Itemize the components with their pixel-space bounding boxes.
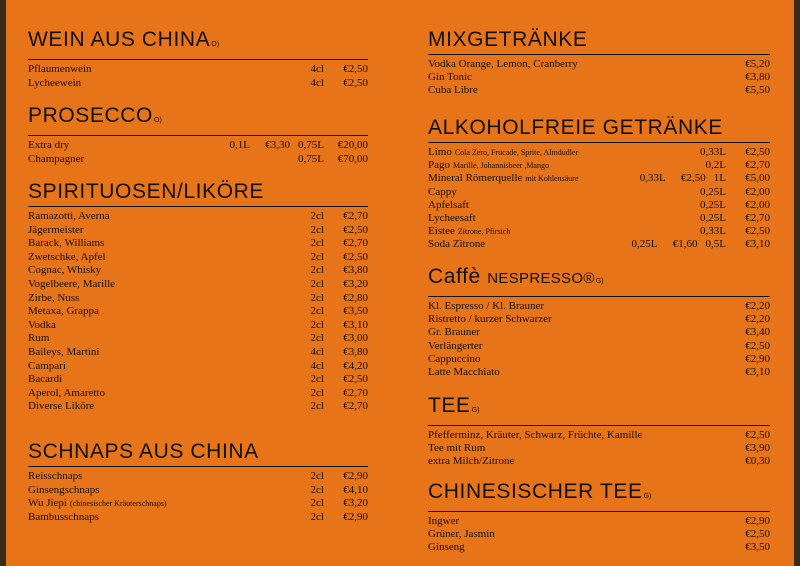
item-price: €3,40 <box>745 326 770 339</box>
allergen-code: G) <box>595 278 604 285</box>
item-price: €2,70 <box>343 210 368 222</box>
item-price: €2,50 <box>343 63 368 75</box>
item-amount: 2cl <box>310 237 324 250</box>
item-name-text: Pago <box>428 159 450 172</box>
section-divider <box>428 511 770 512</box>
item-price: €3,20 <box>343 277 368 290</box>
section-title-text: MIXGETRÄNKE <box>428 28 588 51</box>
item-note: (chinesischer Kräuterschnaps) <box>69 499 167 509</box>
item-amount: 1L <box>713 172 726 185</box>
item-name-text: extra Milch/Zitrone <box>428 455 515 468</box>
item-amount: 2cl <box>310 470 324 482</box>
menu-item-row <box>428 199 770 212</box>
menu-item-row <box>28 237 368 251</box>
item-name-text: Gr. Brauner <box>428 326 480 339</box>
item-name <box>28 77 311 91</box>
item-list <box>428 146 770 252</box>
item-name <box>28 484 311 498</box>
menu-item-row <box>428 541 770 554</box>
section-caffe-nespresso <box>428 265 770 379</box>
item-price: €2,80 <box>343 291 368 304</box>
menu-item-row <box>428 515 770 528</box>
item-name-text: Cognac, Whisky <box>28 264 102 277</box>
item-price: €4,20 <box>343 359 368 372</box>
section-title <box>428 28 770 52</box>
item-name <box>428 159 706 172</box>
section-divider <box>28 59 368 60</box>
item-name <box>28 400 311 414</box>
section-divider <box>28 466 368 467</box>
item-name <box>28 210 311 224</box>
menu-item-row <box>428 429 770 442</box>
item-name-text: Ristretto / kurzer Schwarzer <box>428 313 552 326</box>
item-amount: 0,25L <box>700 212 726 225</box>
allergen-code: O) <box>154 117 162 124</box>
item-name <box>428 455 726 468</box>
menu-item-row <box>28 210 368 224</box>
item-name <box>28 305 311 319</box>
menu-item-row <box>28 346 368 360</box>
item-price: €3,50 <box>343 305 368 318</box>
item-price: €3,90 <box>745 442 770 455</box>
item-name <box>28 139 230 153</box>
item-amount: 0,25L <box>700 198 726 211</box>
item-name <box>28 511 311 525</box>
item-name-text: Apfelsaft <box>428 198 469 211</box>
item-price: €5,00 <box>745 172 770 185</box>
item-name-text: Grüner, Jasmin <box>428 528 495 541</box>
item-name <box>28 292 311 306</box>
item-list <box>428 58 770 98</box>
item-price: €2,70 <box>343 400 368 413</box>
section-title-text: PROSECCO <box>28 104 153 127</box>
item-name-text: Champagner <box>28 152 85 165</box>
menu-item-row <box>428 326 770 339</box>
item-name <box>428 528 726 541</box>
item-name-text: Ginsengschnaps <box>28 483 100 496</box>
item-price: €0,30 <box>745 455 770 468</box>
item-name <box>428 172 640 185</box>
item-name-text: Gin Tonic <box>428 71 472 84</box>
item-amount: 4cl <box>310 359 324 372</box>
menu-item-row <box>28 153 368 167</box>
menu-item-row <box>428 212 770 225</box>
section-chinesischer-tee <box>428 480 770 555</box>
section-divider <box>428 296 770 297</box>
item-name-text: Vodka Orange, Lemon, Cranberry <box>428 58 578 70</box>
item-name <box>428 238 632 251</box>
page-edge-right <box>794 0 800 566</box>
item-name <box>28 319 311 333</box>
item-name <box>428 515 726 528</box>
item-name <box>428 212 700 225</box>
item-name <box>428 340 726 353</box>
allergen-code: G) <box>643 493 652 500</box>
item-small-price: €1,60 <box>672 238 698 251</box>
item-name <box>28 237 311 251</box>
item-name <box>428 84 726 97</box>
section-divider <box>428 142 770 143</box>
item-name <box>428 300 726 313</box>
item-name <box>28 373 311 387</box>
section-title <box>428 480 770 509</box>
item-name-text: Lycheewein <box>28 76 82 89</box>
brand-name: NESPRESSO® <box>487 270 595 287</box>
section-mixgetraenke <box>428 28 770 98</box>
menu-item-row <box>28 63 368 77</box>
item-name-text: Mineral Römerquelle <box>428 172 523 185</box>
item-name <box>28 278 311 292</box>
menu-item-row <box>28 470 368 484</box>
item-name <box>28 251 311 265</box>
item-name-text: Cappuccino <box>428 352 481 365</box>
item-name-text: Reisschnaps <box>28 470 83 482</box>
item-price: €5,50 <box>745 84 770 97</box>
item-amount: 2cl <box>310 210 324 222</box>
item-note: Marille, Johannisbeer ,Mango <box>453 161 549 171</box>
item-name <box>428 58 726 71</box>
item-price: €2,50 <box>745 528 770 541</box>
item-name <box>428 225 700 238</box>
item-name <box>428 429 726 442</box>
item-price: €2,50 <box>745 339 770 352</box>
item-small-amount: 0,33L <box>639 172 666 185</box>
item-price: €3,80 <box>745 71 770 84</box>
item-name-text: Cappy <box>428 185 457 198</box>
item-name-text: Jägermeister <box>28 223 84 236</box>
section-title <box>428 394 770 423</box>
item-list <box>428 300 770 379</box>
item-name <box>428 313 726 326</box>
menu-item-row <box>428 238 770 251</box>
menu-item-row <box>428 58 770 71</box>
item-name <box>28 346 311 360</box>
item-name <box>428 146 700 159</box>
menu-item-row <box>28 224 368 238</box>
item-price: €2,70 <box>745 212 770 225</box>
item-name <box>428 442 726 455</box>
item-price: €2,50 <box>745 225 770 238</box>
item-note: Zitrone, Pfirsich <box>457 227 511 237</box>
item-name-text: Tee mit Rum <box>428 442 486 455</box>
item-price: €3,20 <box>343 497 368 510</box>
item-amount: 2cl <box>310 264 324 277</box>
item-amount: 2cl <box>310 497 324 510</box>
item-name <box>28 63 311 77</box>
item-price: €2,50 <box>343 250 368 263</box>
item-amount: 4cl <box>310 76 324 89</box>
section-title-text: WEIN AUS CHINA <box>28 28 211 51</box>
section-title-text: ALKOHOLFREIE GETRÄNKE <box>428 116 724 139</box>
menu-item-row <box>28 77 368 91</box>
item-price: €2,90 <box>745 515 770 527</box>
section-title-text: SPIRITUOSEN/LIKÖRE <box>28 180 265 203</box>
section-title-text: Caffè <box>428 265 481 288</box>
menu-item-row <box>28 400 368 414</box>
menu-item-row <box>28 511 368 525</box>
allergen-code: O) <box>211 41 220 48</box>
item-amount: 2cl <box>310 318 324 331</box>
menu-item-row <box>28 305 368 319</box>
item-price: €3,80 <box>343 345 368 358</box>
item-amount: 2cl <box>310 223 324 236</box>
item-name-text: Verlängerter <box>428 339 483 352</box>
section-divider <box>28 206 368 207</box>
item-amount: 2cl <box>310 373 324 386</box>
item-name-text: Pflaumenwein <box>28 63 92 75</box>
item-name-text: Vogelbeere, Marille <box>28 277 116 290</box>
item-name-text: Limo <box>428 146 452 158</box>
menu-item-row <box>428 159 770 172</box>
item-name-text: Campari <box>28 359 66 372</box>
section-spirituosen <box>28 180 368 414</box>
menu-item-row <box>428 366 770 379</box>
item-small-price: €2,50 <box>681 172 706 185</box>
menu-item-row <box>428 225 770 238</box>
section-divider <box>28 135 368 136</box>
menu-item-row <box>428 300 770 313</box>
item-name-text: Ginseng <box>428 541 465 554</box>
item-amount: 4cl <box>310 63 324 75</box>
item-price: €3,00 <box>343 332 368 345</box>
item-name-text: Eistee <box>428 225 455 238</box>
item-amount: 2cl <box>310 291 324 304</box>
item-price: €20,00 <box>337 139 368 151</box>
item-name <box>428 326 726 339</box>
menu-item-row <box>428 340 770 353</box>
section-title <box>28 104 368 133</box>
item-amount: 0,33L <box>700 146 726 158</box>
item-note: mit Kohlensäure <box>525 174 579 184</box>
item-name <box>28 332 311 346</box>
item-amount: 2cl <box>310 483 324 496</box>
menu-item-row <box>28 292 368 306</box>
item-price: €70,00 <box>337 152 368 165</box>
menu-item-row <box>428 146 770 159</box>
item-price: €5,20 <box>745 58 770 70</box>
item-name-text: Ingwer <box>428 515 460 527</box>
item-list <box>428 429 770 469</box>
item-price: €2,70 <box>343 237 368 250</box>
item-name-text: Vodka <box>28 318 56 331</box>
menu-item-row <box>28 373 368 387</box>
section-title <box>28 28 368 57</box>
item-name <box>28 470 311 484</box>
menu-item-row <box>428 84 770 97</box>
item-amount: 2cl <box>310 332 324 345</box>
item-price: €2,90 <box>343 510 368 523</box>
item-price: €2,50 <box>745 429 770 441</box>
item-amount: 2cl <box>310 277 324 290</box>
section-title-text: TEE <box>428 394 471 417</box>
menu-item-row <box>428 186 770 199</box>
item-list <box>28 210 368 414</box>
item-name-text: Cuba Libre <box>428 84 478 97</box>
item-price: €2,50 <box>343 223 368 236</box>
section-title-text: SCHNAPS AUS CHINA <box>28 440 259 463</box>
section-divider <box>428 54 770 55</box>
item-amount: 2cl <box>310 250 324 263</box>
item-name <box>28 153 298 167</box>
item-price: €2,50 <box>343 76 368 89</box>
menu-item-row <box>428 71 770 84</box>
allergen-code: G) <box>471 407 480 414</box>
item-list <box>28 139 368 166</box>
item-name-text: Bambusschnaps <box>28 510 99 523</box>
item-small-amount: 0,1L <box>229 139 251 151</box>
item-name <box>28 360 311 374</box>
item-price: €3,10 <box>745 238 770 251</box>
menu-item-row <box>428 455 770 468</box>
item-name-text: Soda Zitrone <box>428 238 486 251</box>
item-name-text: Kl. Espresso / Kl. Brauner <box>428 300 545 312</box>
item-price: €3,50 <box>745 541 770 554</box>
menu-item-row <box>28 332 368 346</box>
item-list <box>28 63 368 90</box>
item-price: €2,20 <box>745 300 770 312</box>
menu-item-row <box>28 319 368 333</box>
item-small-price: €3,30 <box>265 139 291 151</box>
item-price: €2,00 <box>745 185 770 198</box>
menu-item-row <box>28 139 368 153</box>
item-name-text: Diverse Liköre <box>28 400 95 413</box>
item-name-text: Latte Macchiato <box>428 366 500 379</box>
menu-item-row <box>428 353 770 366</box>
item-name <box>428 186 700 199</box>
section-alkoholfreie-getraenke <box>428 116 770 252</box>
item-price: €2,50 <box>343 373 368 386</box>
item-name <box>28 387 311 401</box>
item-price: €2,90 <box>343 470 368 482</box>
page-edge-left <box>0 0 6 566</box>
item-small-amount: 0,25L <box>631 238 658 251</box>
section-wein-aus-china <box>28 28 368 90</box>
item-name-text: Barack, Williams <box>28 237 105 250</box>
item-amount: 0,2L <box>705 159 726 172</box>
item-amount: 2cl <box>310 400 324 413</box>
item-name-text: Bacardi <box>28 373 63 386</box>
section-prosecco <box>28 104 368 166</box>
item-name <box>428 71 726 84</box>
menu-item-row <box>28 251 368 265</box>
item-price: €2,70 <box>343 386 368 399</box>
item-price: €4,10 <box>343 483 368 496</box>
item-amount: 0,25L <box>700 185 726 198</box>
section-divider <box>428 425 770 426</box>
item-amount: 0,5L <box>705 238 726 251</box>
item-amount: 2cl <box>310 305 324 318</box>
item-name-text: Rum <box>28 332 50 345</box>
item-price: €2,50 <box>745 146 770 158</box>
menu-item-row <box>428 528 770 541</box>
item-name-text: Zirbe, Nuss <box>28 291 80 304</box>
item-list <box>428 515 770 555</box>
item-amount: 2cl <box>310 386 324 399</box>
item-name-text: Aperol, Amaretto <box>28 386 105 399</box>
item-name-text: Pfefferminz, Kräuter, Schwarz, Früchte, Kamille <box>428 429 643 441</box>
item-price: €2,70 <box>745 159 770 172</box>
item-amount: 2cl <box>310 510 324 523</box>
section-title <box>428 116 770 140</box>
menu-item-row <box>428 442 770 455</box>
menu-item-row <box>28 264 368 278</box>
section-title <box>28 180 368 204</box>
item-name-text: Zwetschke, Apfel <box>28 250 106 263</box>
menu-item-row <box>28 484 368 498</box>
item-amount: 4cl <box>310 345 324 358</box>
section-schnaps-aus-china <box>28 440 368 524</box>
item-price: €2,20 <box>745 313 770 326</box>
item-price: €2,90 <box>745 352 770 365</box>
item-name <box>28 497 311 511</box>
item-name <box>428 353 726 366</box>
item-name <box>28 264 311 278</box>
item-price: €3,10 <box>745 366 770 379</box>
menu-item-row <box>428 172 770 185</box>
item-amount: 0,75L <box>298 152 324 165</box>
item-price: €3,10 <box>343 318 368 331</box>
item-name-text: Wu Jiepi <box>28 497 67 510</box>
item-name-text: Lycheesaft <box>428 212 476 225</box>
menu-item-row <box>28 278 368 292</box>
section-tee <box>428 394 770 469</box>
item-name-text: Ramazotti, Averna <box>28 210 110 222</box>
item-name-text: Baileys, Martini <box>28 345 100 358</box>
item-note: Cola Zero, Frucade, Sprite, Almdudler <box>454 148 579 157</box>
item-amount: 0,75L <box>298 139 324 151</box>
item-price: €2,00 <box>745 198 770 211</box>
section-title <box>428 265 770 294</box>
item-name <box>428 366 726 379</box>
item-name <box>28 224 311 238</box>
item-price: €3,80 <box>343 264 368 277</box>
menu-item-row <box>28 497 368 511</box>
item-name <box>428 199 700 212</box>
item-amount: 0,33L <box>700 225 726 238</box>
item-list <box>28 470 368 524</box>
menu-item-row <box>28 360 368 374</box>
item-name <box>428 541 726 554</box>
menu-item-row <box>428 313 770 326</box>
menu-item-row <box>28 387 368 401</box>
section-title <box>28 440 368 464</box>
item-name-text: Extra dry <box>28 139 70 151</box>
section-title-text: CHINESISCHER TEE <box>428 480 643 503</box>
item-name-text: Metaxa, Grappa <box>28 305 99 318</box>
